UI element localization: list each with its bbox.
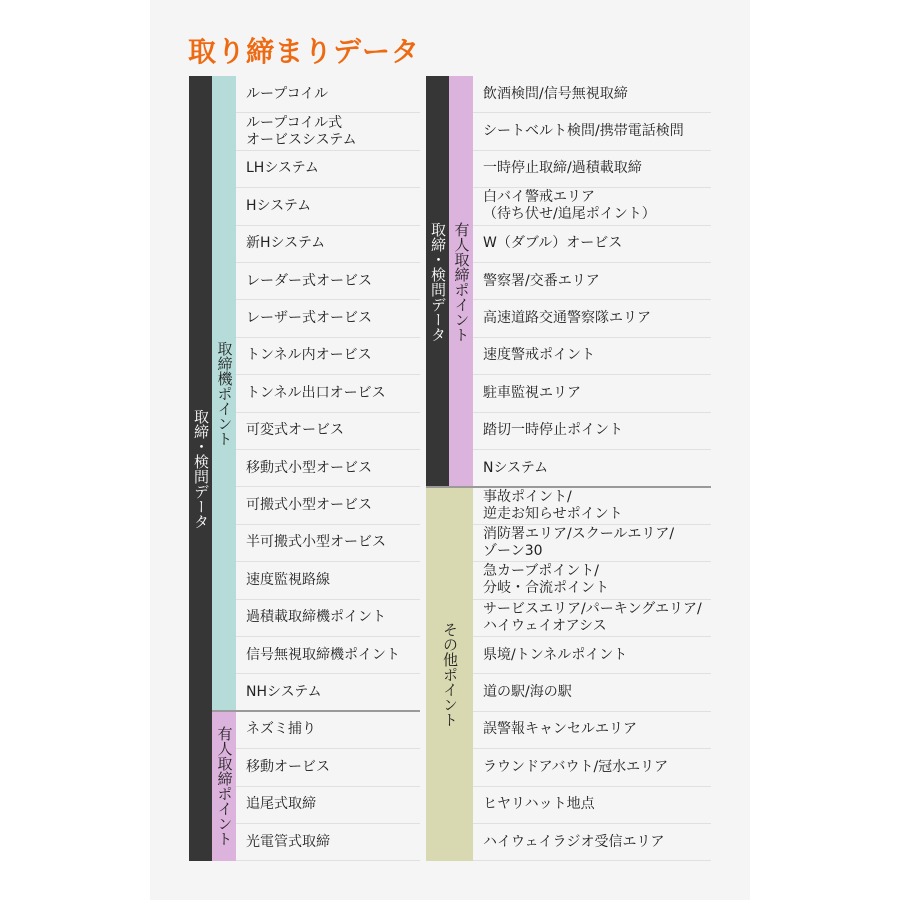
list-item: 道の駅/海の駅 [473, 674, 711, 711]
list-item: 移動オービス [236, 749, 420, 786]
list-item: ネズミ捕り [236, 712, 420, 749]
list-item: 可搬式小型オービス [236, 487, 420, 524]
list-item: NHシステム [236, 674, 420, 711]
list-item: 駐車監視エリア [473, 375, 711, 412]
list-item: ループコイル式 オービスシステム [236, 113, 420, 150]
list-item: 消防署エリア/スクールエリア/ ゾーン30 [473, 525, 711, 562]
left-group-separator [212, 710, 420, 712]
list-item: シートベルト検問/携帯電話検問 [473, 113, 711, 150]
left-outer-label: 取締・検問データ [192, 408, 210, 529]
right-outer-bar [426, 76, 449, 487]
list-item: レーダー式オービス [236, 263, 420, 300]
list-item: 光電管式取締 [236, 824, 420, 861]
left-group1-bar [212, 76, 236, 711]
list-item: 白バイ警戒エリア （待ち伏せ/追尾ポイント） [473, 188, 711, 225]
right-group-separator [426, 486, 711, 488]
list-item: 飲酒検問/信号無視取締 [473, 76, 711, 113]
right-other-bar [426, 487, 473, 861]
right-item-list [473, 76, 711, 861]
list-item: ヒヤリハット地点 [473, 787, 711, 824]
list-item: 踏切一時停止ポイント [473, 413, 711, 450]
list-item: 一時停止取締/過積載取締 [473, 151, 711, 188]
list-item: ラウンドアバウト/冠水エリア [473, 749, 711, 786]
list-item: サービスエリア/パーキングエリア/ ハイウェイオアシス [473, 600, 711, 637]
left-group2-label: 有人取締ポイント [215, 726, 234, 846]
list-item: Nシステム [473, 450, 711, 487]
left-outer-bar [189, 76, 212, 861]
list-item: 県境/トンネルポイント [473, 637, 711, 674]
right-inner-bar [449, 76, 473, 487]
list-item: 移動式小型オービス [236, 450, 420, 487]
list-item: ループコイル [236, 76, 420, 113]
list-item: 高速道路交通警察隊エリア [473, 300, 711, 337]
list-item: 速度警戒ポイント [473, 338, 711, 375]
list-item: ハイウェイラジオ受信エリア [473, 824, 711, 861]
list-item: 可変式オービス [236, 413, 420, 450]
list-item: レーザー式オービス [236, 300, 420, 337]
list-item: 速度監視路線 [236, 562, 420, 599]
list-item: W（ダブル）オービス [473, 226, 711, 263]
list-item: 新Hシステム [236, 226, 420, 263]
list-item: 事故ポイント/ 逆走お知らせポイント [473, 487, 711, 524]
list-item: LHシステム [236, 151, 420, 188]
list-item: Hシステム [236, 188, 420, 225]
list-item: 過積載取締機ポイント [236, 600, 420, 637]
list-item: トンネル出口オービス [236, 375, 420, 412]
list-item: 信号無視取締機ポイント [236, 637, 420, 674]
list-item: 追尾式取締 [236, 787, 420, 824]
left-group2-bar [212, 711, 236, 861]
page-title: 取り締まりデータ [188, 35, 421, 68]
right-inner-label: 有人取締ポイント [452, 221, 471, 342]
list-item: トンネル内オービス [236, 338, 420, 375]
list-item: 急カーブポイント/ 分岐・合流ポイント [473, 562, 711, 599]
list-item: 半可搬式小型オービス [236, 525, 420, 562]
list-item: 警察署/交番エリア [473, 263, 711, 300]
list-item: 誤警報キャンセルエリア [473, 712, 711, 749]
right-other-label: その他ポイント [441, 621, 459, 727]
left-item-list [236, 76, 420, 861]
left-group1-label: 取締機ポイント [215, 341, 234, 446]
right-outer-label: 取締・検問データ [429, 221, 447, 342]
